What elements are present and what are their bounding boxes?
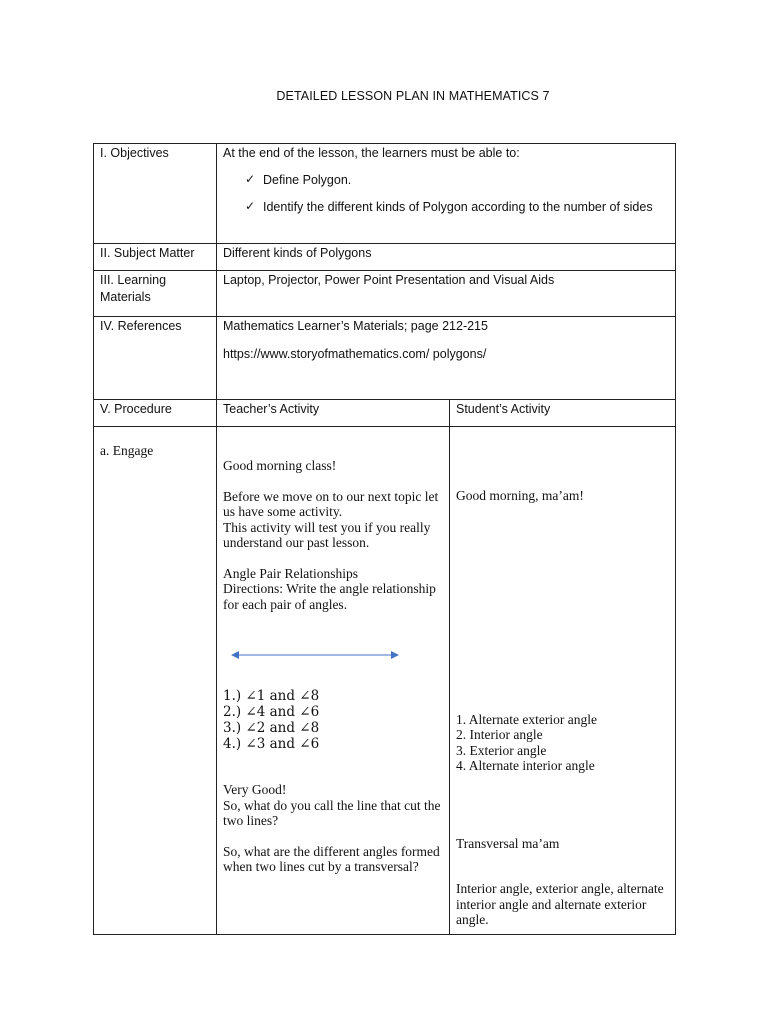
objectives-content-cell [217, 144, 676, 244]
procedure-label: V. Procedure [100, 402, 172, 416]
objective-item [245, 199, 675, 216]
reference-item: Mathematics Learner’s Materials; page 212-215 [223, 319, 488, 333]
document-title: DETAILED LESSON PLAN IN MATHEMATICS 7 [276, 89, 550, 103]
teacher-greeting: Good morning class! [223, 458, 337, 473]
student-greeting: Good morning, ma’am! [456, 488, 584, 503]
objectives-label: I. Objectives [100, 146, 169, 160]
double-arrow-line [223, 612, 443, 688]
student-answer-list [456, 712, 669, 774]
references-value-cell [217, 317, 676, 400]
student-answer-item: 4. Alternate interior angle [456, 758, 595, 773]
engage-row [94, 427, 676, 935]
student-answer: Transversal ma’am [456, 835, 560, 851]
teacher-activity-header: Teacher’s Activity [223, 402, 320, 416]
subject-matter-label: II. Subject Matter [100, 246, 195, 260]
objectives-label-cell [94, 144, 217, 244]
reference-link: https://www.storyofmathematics.com/ polygons/ [223, 347, 487, 361]
teacher-praise: Very Good! [223, 782, 287, 797]
learning-materials-row [94, 271, 676, 317]
procedure-label-cell [94, 400, 217, 427]
teacher-intro: This activity will test you if you really understand our past lesson. [223, 519, 431, 550]
student-header-cell [450, 400, 676, 427]
student-answer-item: 1. Alternate exterior angle [456, 711, 597, 727]
engage-label: a. Engage [100, 443, 154, 458]
checkmark-icon: ✓ [245, 199, 256, 213]
references-label: IV. References [100, 319, 182, 333]
student-answer-item: 2. Interior angle [456, 727, 543, 742]
angle-pair-item: 2.) ∠4 and ∠6 [223, 704, 320, 720]
student-activity-header: Student’s Activity [456, 402, 551, 416]
subject-matter-label-cell [94, 244, 217, 271]
objective-text: Identify the different kinds of Polygon according to the number of sides [263, 200, 653, 214]
student-answer-item: 3. Exterior angle [456, 742, 547, 758]
angle-pair-item: 1.) ∠1 and ∠8 [223, 688, 320, 704]
references-label-cell [94, 317, 217, 400]
angle-pair-item: 4.) ∠3 and ∠6 [223, 736, 320, 752]
angle-pair-item: 3.) ∠2 and ∠8 [223, 720, 320, 736]
student-answer: Interior angle, exterior angle, alternate interior angle and alternate exterior angle. [456, 881, 664, 927]
subject-matter-value-cell [217, 244, 676, 271]
lesson-plan-table [93, 143, 676, 935]
objective-text: Define Polygon. [263, 173, 352, 187]
objective-item [245, 172, 675, 189]
objectives-intro: At the end of the lesson, the learners must be able to: [223, 146, 520, 160]
learning-materials-value-cell [217, 271, 676, 317]
learning-materials-value: Laptop, Projector, Power Point Presentation and Visual Aids [223, 273, 555, 287]
teacher-header-cell [217, 400, 450, 427]
subject-matter-row [94, 244, 676, 271]
checkmark-icon: ✓ [245, 172, 256, 186]
subject-matter-value: Different kinds of Polygons [223, 246, 372, 260]
teacher-question: So, what do you call the line that cut the two lines? [223, 797, 441, 828]
learning-materials-label-cell [94, 271, 217, 317]
references-row [94, 317, 676, 400]
learning-materials-label: III. Learning Materials [100, 273, 167, 304]
objectives-row [94, 144, 676, 244]
teacher-intro: Before we move on to our next topic let us have some activity. [223, 488, 439, 519]
objectives-list [217, 172, 675, 216]
activity-directions: Directions: Write the angle relationship for each pair of angles. [223, 581, 436, 612]
angle-pairs-list [223, 688, 443, 752]
student-activity-cell [450, 427, 676, 935]
procedure-row [94, 400, 676, 427]
teacher-question: So, what are the different angles formed when two lines cut by a transversal? [223, 843, 440, 874]
activity-title: Angle Pair Relationships [223, 565, 358, 581]
engage-label-cell [94, 427, 217, 935]
teacher-activity-cell [217, 427, 450, 935]
